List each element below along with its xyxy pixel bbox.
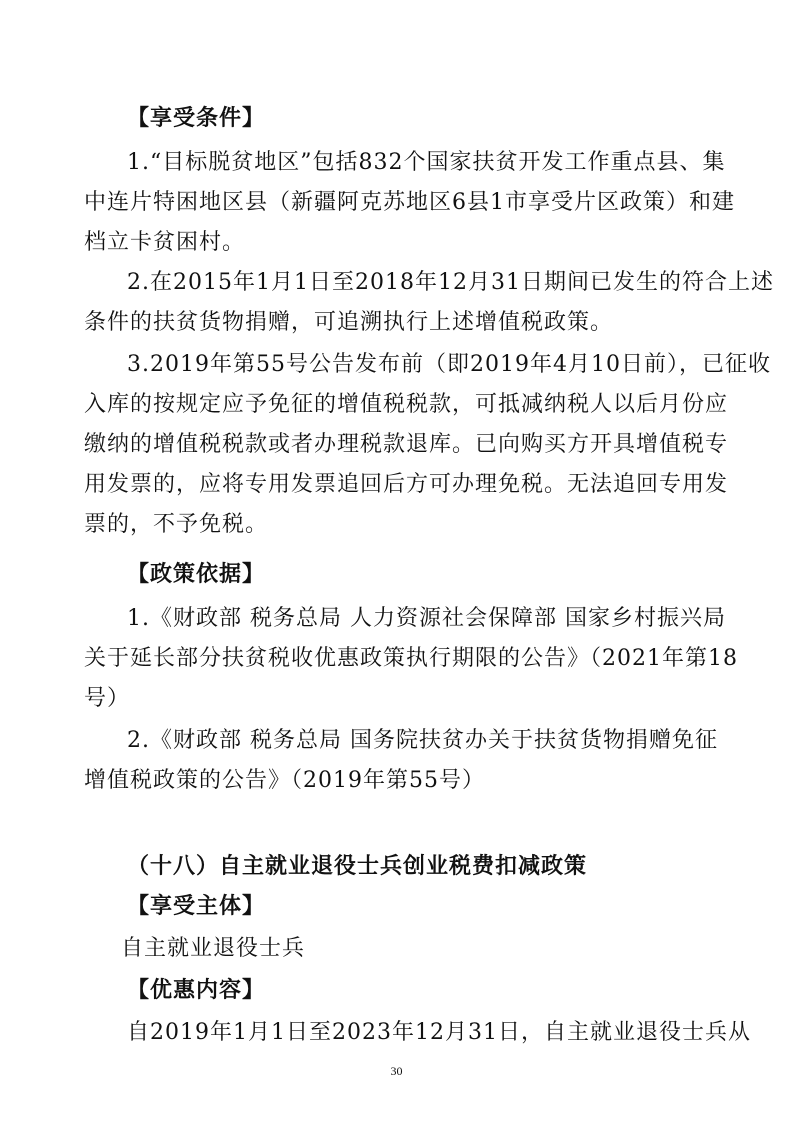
paragraph-line: 入库的按规定应予免征的增值税税款，可抵减纳税人以后月份应: [84, 392, 729, 417]
heading-policy-basis: 【政策依据】: [127, 562, 266, 587]
paragraph-line: 2.在2015年1月1日至2018年12月31日期间已发生的符合上述: [127, 270, 774, 295]
paragraph-line: 中连片特困地区县（新疆阿克苏地区6县1市享受片区政策）和建: [84, 190, 735, 215]
paragraph-line: 条件的扶贫货物捐赠，可追溯执行上述增值税政策。: [84, 310, 614, 335]
paragraph-line: 票的，不予免税。: [84, 512, 269, 537]
page-number: 30: [390, 1064, 403, 1078]
heading-subject: 【享受主体】: [127, 894, 266, 919]
paragraph-line: 缴纳的增值税税款或者办理税款退库。已向购买方开具增值税专: [84, 432, 729, 457]
paragraph-line: 增值税政策的公告》（2019年第55号）: [84, 768, 485, 793]
paragraph-line: 2.《财政部 税务总局 国务院扶贫办关于扶贫货物捐赠免征: [127, 728, 718, 753]
paragraph-line: 1.《财政部 税务总局 人力资源社会保障部 国家乡村振兴局: [127, 606, 726, 631]
paragraph-line: 号）: [84, 686, 131, 711]
paragraph-line: 档立卡贫困村。: [84, 230, 246, 255]
paragraph-line: 用发票的，应将专用发票追回后方可办理免税。无法追回专用发: [84, 472, 729, 497]
paragraph-line: 1.“目标脱贫地区”包括832个国家扶贫开发工作重点县、集: [127, 150, 726, 175]
heading-conditions: 【享受条件】: [127, 106, 266, 131]
heading-content: 【优惠内容】: [127, 978, 266, 1003]
paragraph-line: 关于延长部分扶贫税收优惠政策执行期限的公告》（2021年第18: [84, 646, 738, 671]
paragraph-line: 3.2019年第55号公告发布前（即2019年4月10日前），已征收: [127, 352, 771, 377]
paragraph-line: 自2019年1月1日至2023年12月31日，自主就业退役士兵从: [127, 1020, 751, 1045]
paragraph-line: 自主就业退役士兵: [121, 936, 306, 961]
section-title: （十八）自主就业退役士兵创业税费扣减政策: [127, 854, 588, 879]
